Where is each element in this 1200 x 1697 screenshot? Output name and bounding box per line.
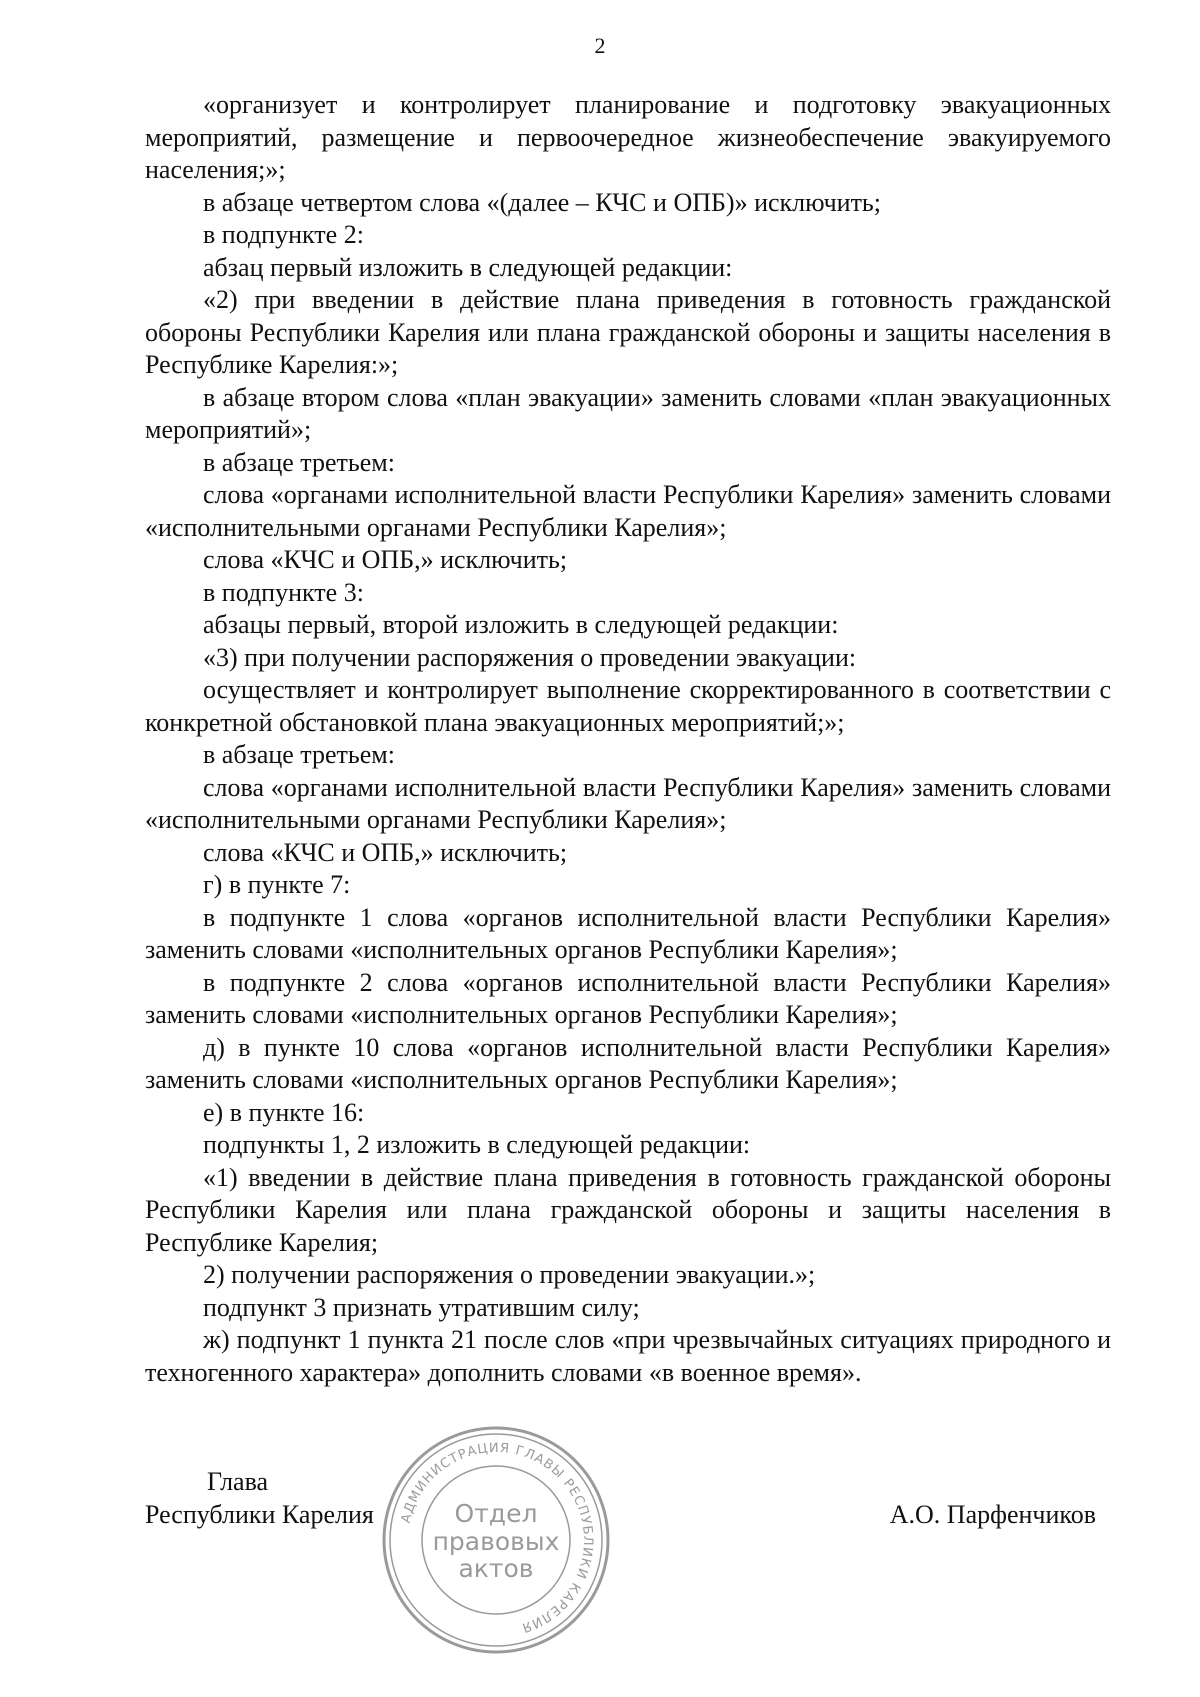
page-number: 2 (594, 33, 606, 58)
document-body (145, 89, 1111, 1389)
paragraph: е) в пункте 16: (203, 1097, 365, 1127)
paragraph: в абзаце четвертом слова «(далее – КЧС и ОПБ)» исключить; (203, 187, 882, 217)
paragraph: в абзаце втором слова «план эвакуации» заменить словами «план эвакуационных мероприятий»; (145, 382, 1111, 444)
paragraph: в подпункте 3: (203, 577, 364, 607)
paragraph: подпункт 3 признать утратившим силу; (203, 1292, 640, 1322)
paragraph: д) в пункте 10 слова «органов исполнительной власти Республики Карелия» заменить словами «исполнительных органов Республики Карелия»; (145, 1032, 1111, 1094)
paragraph: ж) подпункт 1 пункта 21 после слов «при чрезвычайных ситуациях природного и техногенного характера» дополнить словами «в военное время». (145, 1325, 1111, 1387)
paragraph: осуществляет и контролирует выполнение скорректированного в соответствии с конкретной обстановкой плана эвакуационных мероприятий;»; (145, 675, 1111, 737)
paragraph: 2) получении распоряжения о проведении эвакуации.»; (203, 1260, 816, 1289)
stamp-center-line: Отдел (454, 1499, 538, 1528)
paragraph: в абзаце третьем: (203, 740, 395, 769)
paragraph: в подпункте 2: (203, 220, 364, 249)
stamp-center-line: правовых (432, 1527, 560, 1556)
paragraph: в абзаце третьем: (203, 447, 395, 477)
paragraph: слова «органами исполнительной власти Республики Карелия» заменить словами «исполнительными органами Республики Карелия»; (145, 772, 1111, 834)
paragraph: «организует и контролирует планирование и подготовку эвакуационных мероприятий, размещение и первоочередное жизнеобеспечение эвакуируемого населения;»; (145, 90, 1111, 184)
stamp-center-line: актов (458, 1554, 534, 1583)
paragraph: абзацы первый, второй изложить в следующей редакции: (203, 610, 839, 639)
stamp-ring-text: АДМИНИСТРАЦИЯ ГЛАВЫ РЕСПУБЛИКИ КАРЕЛИЯ (398, 1440, 596, 1636)
signatory-title-continued: Республики Карелия (145, 1500, 374, 1529)
paragraph: «3) при получении распоряжения о проведении эвакуации: (203, 642, 857, 672)
paragraph: слова «органами исполнительной власти Республики Карелия» заменить словами «исполнительными органами Республики Карелия»; (145, 480, 1111, 542)
paragraph: в подпункте 2 слова «органов исполнительной власти Республики Карелия» заменить словами «исполнительных органов Республики Карелия»; (145, 967, 1111, 1029)
paragraph: слова «КЧС и ОПБ,» исключить; (203, 545, 568, 574)
paragraph: слова «КЧС и ОПБ,» исключить; (203, 837, 568, 867)
signatory-title: Глава (207, 1467, 269, 1496)
paragraph: «2) при введении в действие плана приведения в готовность гражданской обороны Республики Карелия или плана гражданской обороны и защиты населения в Республике Карелия:»; (145, 285, 1111, 379)
paragraph: подпункты 1, 2 изложить в следующей редакции: (203, 1130, 751, 1159)
paragraph: г) в пункте 7: (203, 870, 351, 899)
paragraph: в подпункте 1 слова «органов исполнительной власти Республики Карелия» заменить словами «исполнительных органов Республики Карелия»; (145, 902, 1111, 964)
stamp (380, 1424, 612, 1656)
paragraph: «1) введении в действие плана приведения в готовность гражданской обороны Республики Карелия или плана гражданской обороны и защиты населения в Республике Карелия; (145, 1162, 1111, 1257)
signatory-name: А.О. Парфенчиков (889, 1500, 1096, 1529)
signature-block (145, 1466, 1111, 1586)
paragraph: абзац первый изложить в следующей редакции: (203, 252, 733, 282)
